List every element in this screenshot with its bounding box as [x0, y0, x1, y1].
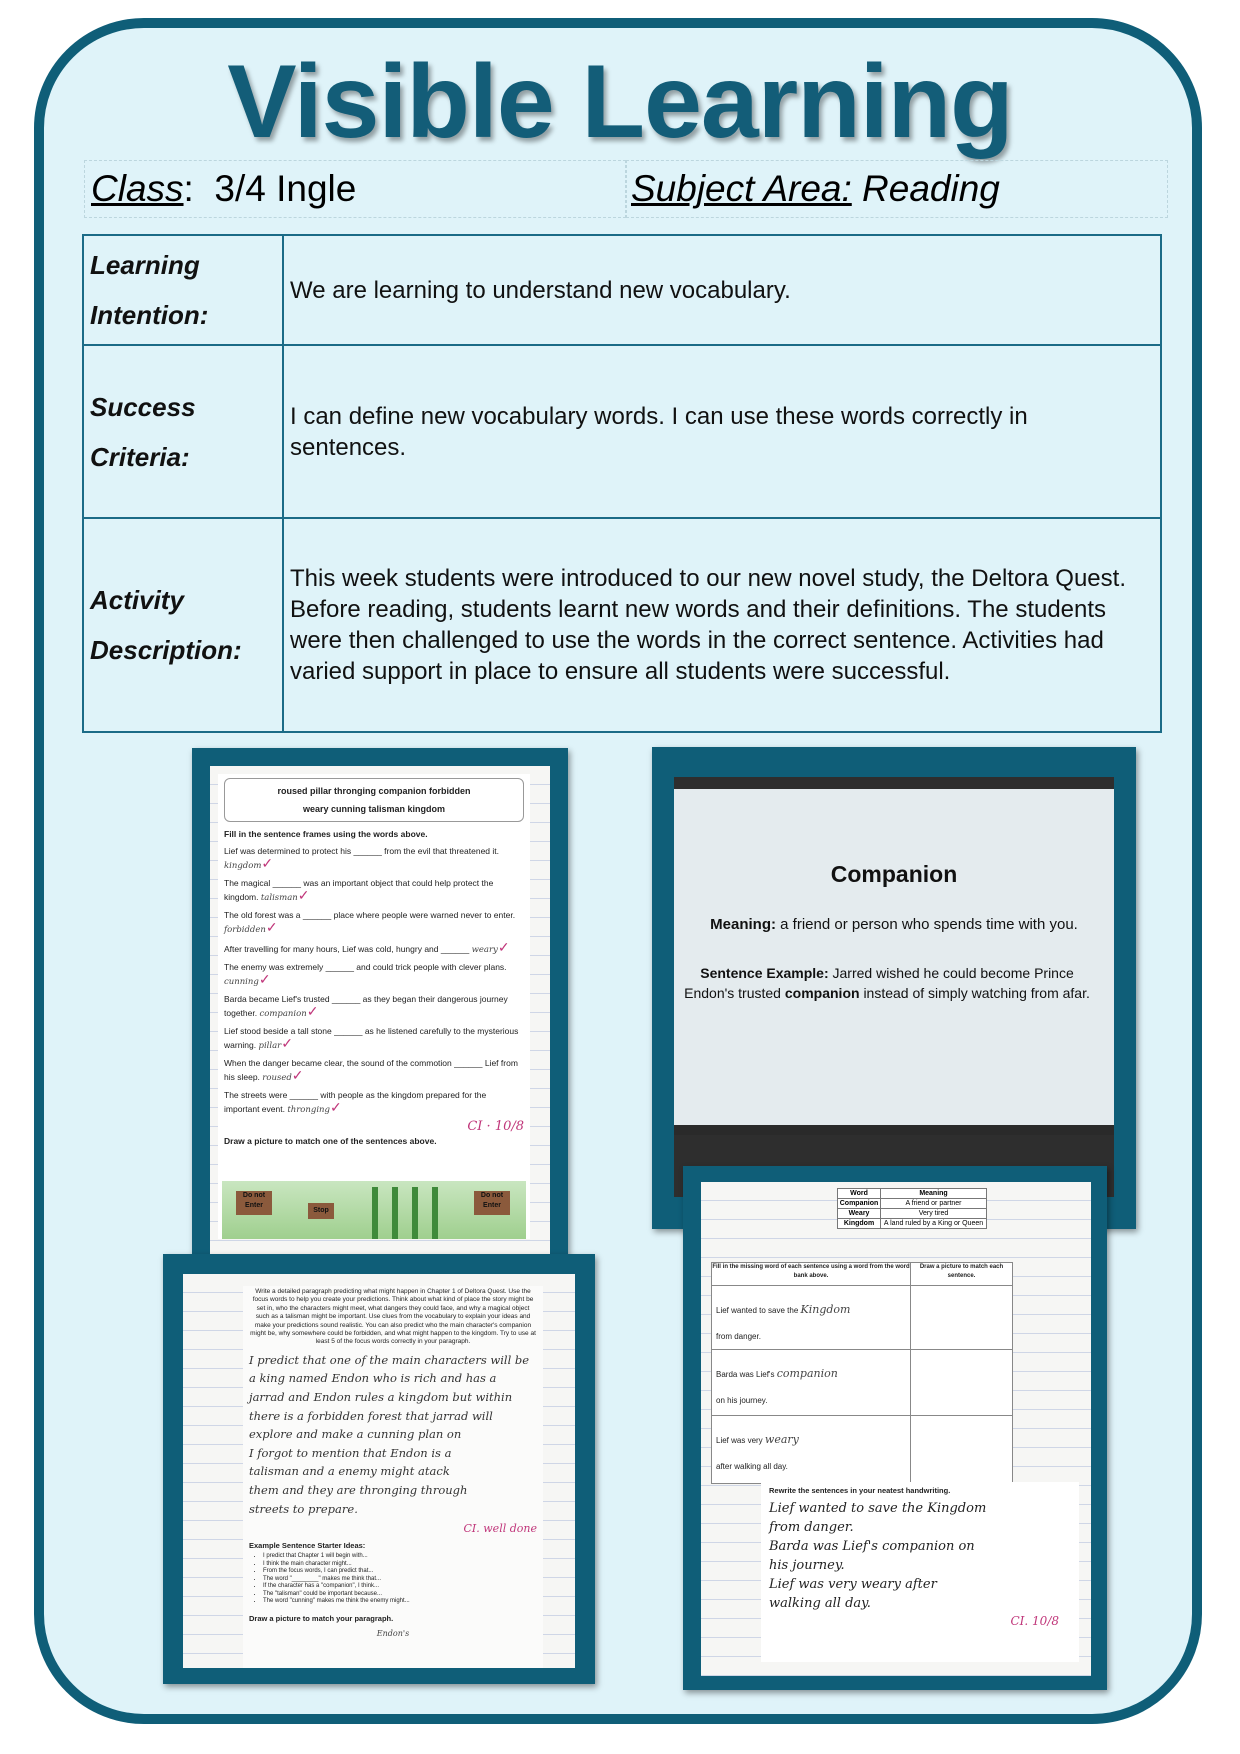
class-value: 3/4 Ingle — [214, 168, 357, 209]
draw-instruction: Draw a picture to match one of the sentences above. — [224, 1136, 437, 1146]
drawing-sign-1: Do not Enter — [236, 1191, 272, 1215]
vocabulary-screen-photo — [652, 747, 1136, 1229]
starter-list: • I predict that Chapter 1 will begin with... • I think the main character might... • From the focus words, I can predict that... • The word "________" makes me think that... • If the character has a "companion", I think... • The "talisman" could be important because... • The word "cunning" makes me think the enemy might... — [263, 1553, 537, 1606]
starter-title: Example Sentence Starter Ideas: — [249, 1541, 366, 1551]
rewrite-section — [761, 1482, 1079, 1662]
word-bank: roused pillar thronging companion forbidden weary cunning talisman kingdom — [224, 778, 524, 822]
teacher-mark: CI. well done — [463, 1522, 537, 1536]
missing-word-header: Fill in the missing word of each sentence using a word from the word bank above. — [712, 1263, 911, 1286]
rewritten-sentences: Lief wanted to save the Kingdom from danger. Barda was Lief's companion on his journey. Lief was very weary after walking all day. — [769, 1501, 987, 1611]
success-criteria-label: Success Criteria: — [83, 345, 283, 518]
missing-word-photo — [683, 1166, 1107, 1690]
missing-word-paper — [701, 1182, 1091, 1676]
prediction-paragraph-photo — [163, 1254, 595, 1684]
question-1: Lief wanted to save the Kingdom from danger. — [716, 1303, 851, 1341]
prediction-prompt: Write a detailed paragraph predicting what might happen in Chapter 1 of Deltora Quest. Use the focus words to help you create your predictions. Think about what kind of place the story might be set in, who the characters might meet, what dangers they could face, and why a magical object such as a talisman might be important. Use clues from the vocabulary to explain your ideas and make your predictions sound realistic. You can also predict who the main character's companion might be, why somewhere could be forbidden, and what might happen to the kingdom. Try to use at least 5 of the focus words correctly in your paragraph. — [250, 1288, 536, 1346]
learning-intention-row — [83, 235, 1161, 345]
missing-word-table — [711, 1262, 1013, 1484]
drawing-sign-2: Stop — [308, 1203, 334, 1219]
student-paragraph: I predict that one of the main characters will be a king named Endon who is rich and has a jarrad and Endon rules a kingdom but within there is a forbidden forest that jarrad will explore and make a cunning plan on I forgot to mention that Endon is a talisman and a enemy might atack them and they are thronging through streets to prepare. — [249, 1352, 530, 1516]
class-field — [84, 160, 626, 218]
worksheet-photo-1 — [192, 748, 568, 1266]
vocab-word: Companion — [830, 861, 958, 887]
student-signature: Endon's — [376, 1628, 410, 1638]
prediction-sheet — [243, 1286, 543, 1668]
smartboard-screen — [674, 789, 1114, 1135]
sentence-6: Barda became Lief's trusted ______ as they began their dangerous journey together. companion✓ — [224, 994, 508, 1019]
picture-header: Draw a picture to match each sentence. — [911, 1263, 1012, 1286]
learning-intention-label: Learning Intention: — [83, 235, 283, 345]
success-criteria-value: I can define new vocabulary words. I can use these words correctly in sentences. — [283, 345, 1161, 518]
sentence-8: When the danger became clear, the sound of the commotion ______ Lief from his sleep. roused✓ — [224, 1058, 518, 1083]
learning-intention-value: We are learning to understand new vocabulary. — [283, 235, 1161, 345]
draw-instruction: Draw a picture to match your paragraph. — [249, 1613, 394, 1623]
subject-area-field — [626, 160, 1168, 218]
activity-description-label: Activity Description: — [83, 518, 283, 732]
class-label: Class — [91, 168, 184, 209]
question-3: Lief was very weary after walking all day. — [716, 1433, 799, 1471]
sentence-1: Lief was determined to protect his ______ from the evil that threatened it. kingdom✓ — [224, 846, 499, 871]
student-drawing — [222, 1181, 526, 1239]
worksheet-instruction: Fill in the sentence frames using the words above. — [224, 829, 428, 839]
rewrite-instruction: Rewrite the sentences in your neatest handwriting. — [769, 1486, 951, 1495]
vocab-sentence-example: Sentence Example: Jarred wished he could become Prince Endon's trusted companion instead of simply watching from afar. — [684, 965, 1090, 1001]
activity-description-value: This week students were introduced to our new novel study, the Deltora Quest. Before reading, students learnt new words and their definitions. The students were then challenged to use the words in the correct sentence. Activities had varied support in place to ensure all students were successful. — [283, 518, 1161, 732]
info-table — [82, 234, 1162, 733]
word-meaning-table: Word Meaning Companion A friend or partner Weary Very tired Kingdom A land ruled by a King or Queen — [837, 1188, 987, 1229]
sentence-9: The streets were ______ with people as the kingdom prepared for the important event. thronging✓ — [224, 1090, 487, 1115]
page-title: Visible Learning — [227, 44, 1013, 160]
teacher-mark: CI. 10/8 — [1010, 1614, 1059, 1628]
activity-description-row — [83, 518, 1161, 732]
worksheet-paper — [210, 766, 550, 1266]
class-separator: : — [183, 168, 194, 209]
subject-area-value: Reading — [862, 168, 1000, 209]
question-2: Barda was Lief's companion on his journey. — [716, 1367, 838, 1405]
sentence-5: The enemy was extremely ______ and could trick people with clever plans. cunning✓ — [224, 962, 507, 987]
sentence-3: The old forest was a ______ place where people were warned never to enter. forbidden✓ — [224, 910, 516, 935]
drawing-sign-3: Do not Enter — [474, 1191, 510, 1215]
prediction-paper — [183, 1274, 575, 1668]
sentence-2: The magical ______ was an important object that could help protect the kingdom. talisman✓ — [224, 878, 494, 903]
sentence-7: Lief stood beside a tall stone ______ as he listened carefully to the mysterious warning. pillar✓ — [224, 1026, 519, 1051]
sentence-4: After travelling for many hours, Lief was cold, hungry and ______ weary✓ — [224, 939, 510, 955]
subject-area-label: Subject Area: — [631, 168, 852, 209]
success-criteria-row — [83, 345, 1161, 518]
worksheet-sheet — [218, 774, 530, 1239]
teacher-mark: CI · 10/8 — [467, 1119, 524, 1134]
vocab-meaning: Meaning: a friend or person who spends time with you. — [710, 916, 1078, 933]
